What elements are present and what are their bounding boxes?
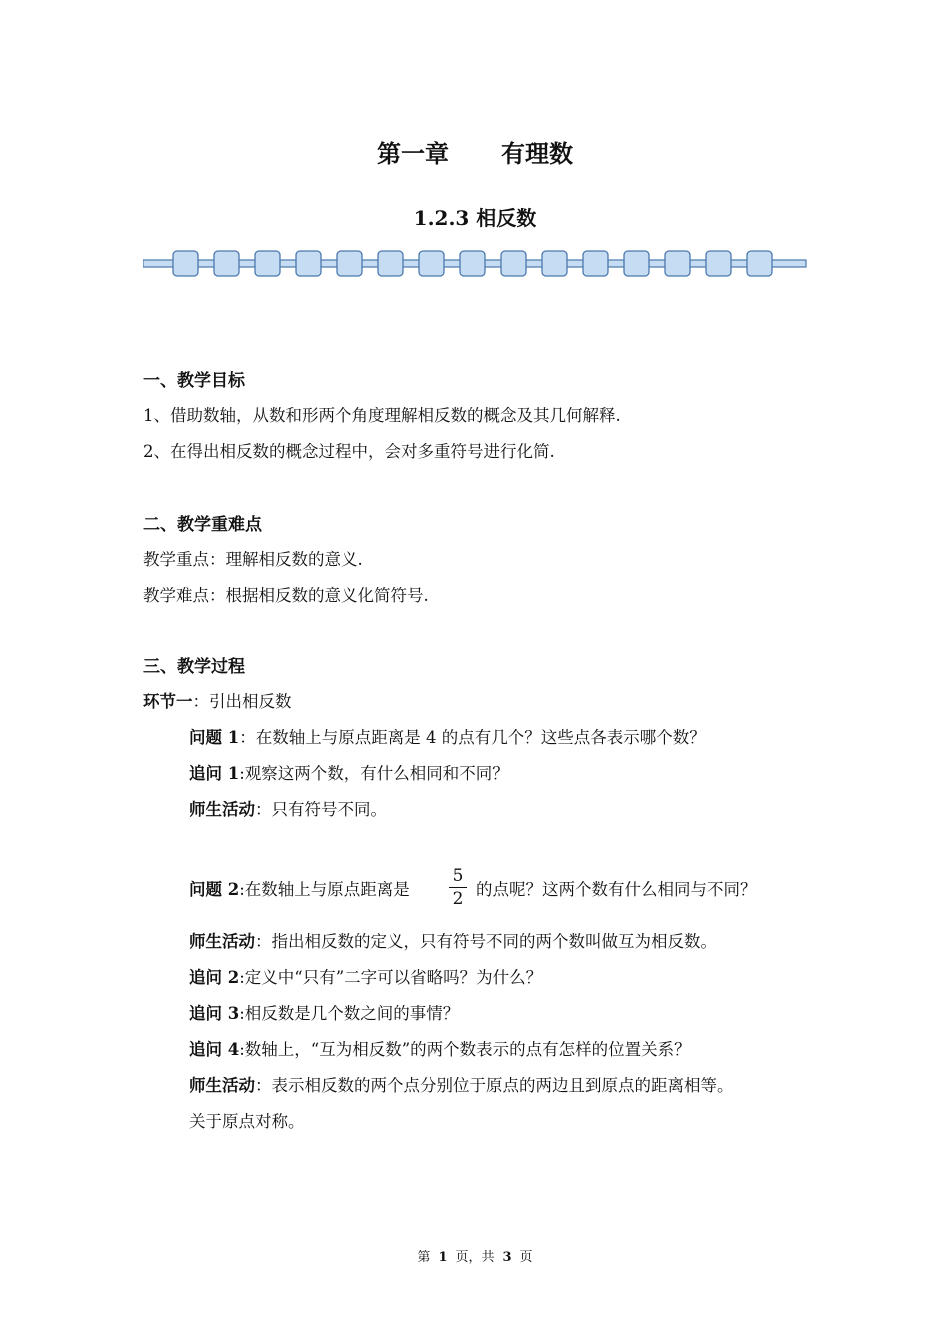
- followup-1-label: 追问 1: [189, 764, 240, 783]
- divider-bead: [419, 251, 444, 276]
- followup-2-text: :定义中“只有”二字可以省略吗？为什么？: [239, 968, 543, 987]
- divider-bead: [255, 251, 280, 276]
- footer-mid: 页，共: [455, 1250, 495, 1265]
- question-2: [189, 876, 410, 900]
- followup-1-text: :观察这两个数，有什么相同和不同？: [239, 764, 509, 783]
- followup-3: [189, 1000, 459, 1024]
- followup-4-text: :数轴上，“互为相反数”的两个数表示的点有怎样的位置关系？: [239, 1040, 691, 1059]
- chapter-name: 有理数: [501, 139, 573, 168]
- fraction-five-halves: [447, 866, 469, 909]
- followup-4: [189, 1036, 691, 1060]
- decorative-bead-divider: [143, 248, 809, 280]
- goal-item-2: 2、在得出相反数的概念过程中，会对多重符号进行化简.: [143, 442, 555, 461]
- question-1-label: 问题 1: [189, 728, 240, 747]
- divider-bead: [173, 251, 198, 276]
- section-title: 1.2.3 相反数: [413, 206, 537, 230]
- heading-teaching-process: 三、教学过程: [143, 657, 245, 677]
- activity-1-label: 师生活动: [189, 800, 255, 819]
- divider-bead: [501, 251, 526, 276]
- fraction-numerator: 5: [452, 866, 464, 886]
- question-2-label: 问题 2: [189, 880, 240, 899]
- divider-bead: [214, 251, 239, 276]
- heading-teaching-goals: 一、教学目标: [143, 371, 245, 391]
- followup-3-text: :相反数是几个数之间的事情？: [239, 1004, 460, 1023]
- followup-1: [189, 760, 509, 784]
- followup-3-label: 追问 3: [189, 1004, 240, 1023]
- divider-bead: [296, 251, 321, 276]
- activity-1: [189, 796, 387, 820]
- fraction-denominator: 2: [452, 889, 464, 909]
- question-1-text: ：在数轴上与原点距离是 4 的点有几个？这些点各表示哪个数？: [239, 728, 706, 747]
- followup-2: [189, 964, 542, 988]
- divider-bead: [378, 251, 403, 276]
- footer-page-number: 1: [438, 1250, 448, 1265]
- step-text: ：引出相反数: [192, 692, 292, 711]
- activity-1-text: ：只有符号不同。: [255, 800, 387, 819]
- chapter-title: [0, 134, 950, 169]
- divider-bead: [665, 251, 690, 276]
- divider-bead: [542, 251, 567, 276]
- footer-post: 页: [519, 1250, 533, 1265]
- followup-2-label: 追问 2: [189, 968, 240, 987]
- footer-pre: 第: [417, 1250, 431, 1265]
- activity-2-label: 师生活动: [189, 932, 255, 951]
- divider-bead: [583, 251, 608, 276]
- question-2-text-a: :在数轴上与原点距离是: [239, 880, 410, 899]
- question-2-text-b: 的点呢？这两个数有什么相同与不同？: [476, 880, 757, 899]
- activity-3-label: 师生活动: [189, 1076, 255, 1095]
- activity-3: [189, 1072, 734, 1096]
- activity-3-text: ：表示相反数的两个点分别位于原点的两边且到原点的距离相等。: [255, 1076, 734, 1095]
- activity-2: [189, 928, 717, 952]
- divider-bead: [747, 251, 772, 276]
- followup-4-label: 追问 4: [189, 1040, 240, 1059]
- activity-2-text: ：指出相反数的定义，只有符号不同的两个数叫做互为相反数。: [255, 932, 717, 951]
- divider-bead: [337, 251, 362, 276]
- difficulty-point: 教学难点：根据相反数的意义化简符号.: [143, 586, 429, 605]
- divider-bead: [460, 251, 485, 276]
- divider-bead: [624, 251, 649, 276]
- key-point: 教学重点：理解相反数的意义.: [143, 550, 363, 569]
- question-1: [189, 724, 706, 748]
- footer-total-pages: 3: [502, 1250, 512, 1265]
- step-label: 环节一: [143, 692, 193, 711]
- heading-key-points: 二、教学重难点: [143, 515, 262, 535]
- chapter-number: 第一章: [377, 139, 449, 168]
- step-one: [143, 688, 292, 712]
- activity-3-continued: 关于原点对称。: [189, 1112, 305, 1131]
- divider-bead: [706, 251, 731, 276]
- page-footer: [0, 1246, 950, 1265]
- goal-item-1: 1、借助数轴，从数和形两个角度理解相反数的概念及其几何解释.: [143, 406, 621, 425]
